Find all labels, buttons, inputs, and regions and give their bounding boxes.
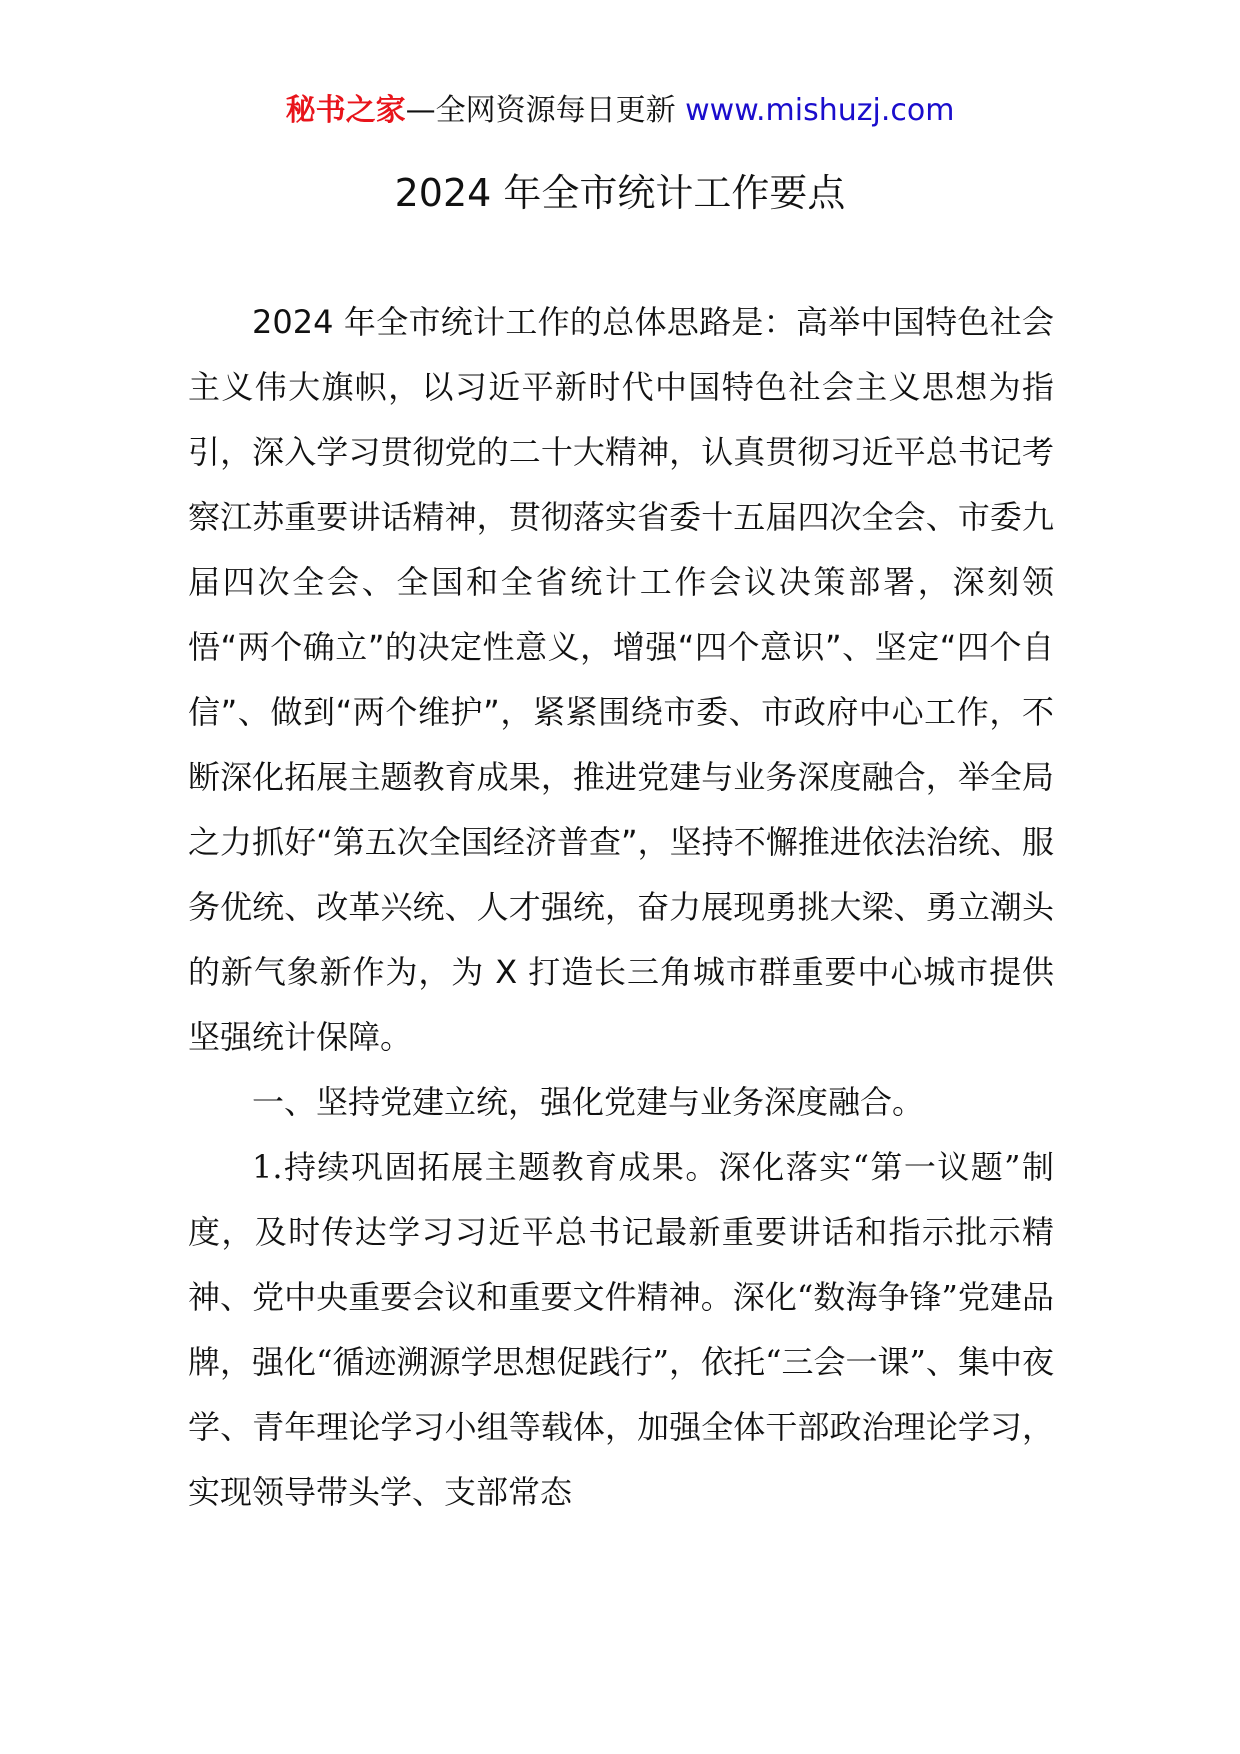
section-heading: 一、坚持党建立统，强化党建与业务深度融合。 xyxy=(252,1083,925,1121)
site-header xyxy=(0,90,1240,132)
item-paragraph: 1.持续巩固拓展主题教育成果。深化落实“第一议题”制度，及时传达学习习近平总书记最新重要讲话和指示批示精神、党中央重要会议和重要文件精神。深化“数海争锋”党建品牌，强化“循迹溯源学思想促践行”，依托“三会一课”、集中夜学、青年理论学习小组等载体，加强全体干部政治理论学习，实现领导带头学、支部常态 xyxy=(188,1148,1054,1511)
intro-paragraph: 2024 年全市统计工作的总体思路是：高举中国特色社会主义伟大旗帜，以习近平新时代中国特色社会主义思想为指引，深入学习贯彻党的二十大精神，认真贯彻习近平总书记考察江苏重要讲话精神，贯彻落实省委十五届四次全会、市委九届四次全会、全国和全省统计工作会议决策部署，深刻领悟“两个确立”的决定性意义，增强“四个意识”、坚定“四个自信”、做到“两个维护”，紧紧围绕市委、市政府中心工作，不断深化拓展主题教育成果，推进党建与业务深度融合，举全局之力抓好“第五次全国经济普查”，坚持不懈推进依法治统、服务优统、改革兴统、人才强统，奋力展现勇挑大梁、勇立潮头的新气象新作为，为 X 打造长三角城市群重要中心城市提供坚强统计保障。 xyxy=(188,303,1054,1056)
site-url-link[interactable]: www.mishuzj.com xyxy=(685,93,955,128)
brand-name: 秘书之家 xyxy=(285,93,406,128)
document-title: 2024 年全市统计工作要点 xyxy=(394,171,846,215)
header-tagline: —全网资源每日更新 xyxy=(405,93,676,128)
document-body xyxy=(188,290,1054,1525)
